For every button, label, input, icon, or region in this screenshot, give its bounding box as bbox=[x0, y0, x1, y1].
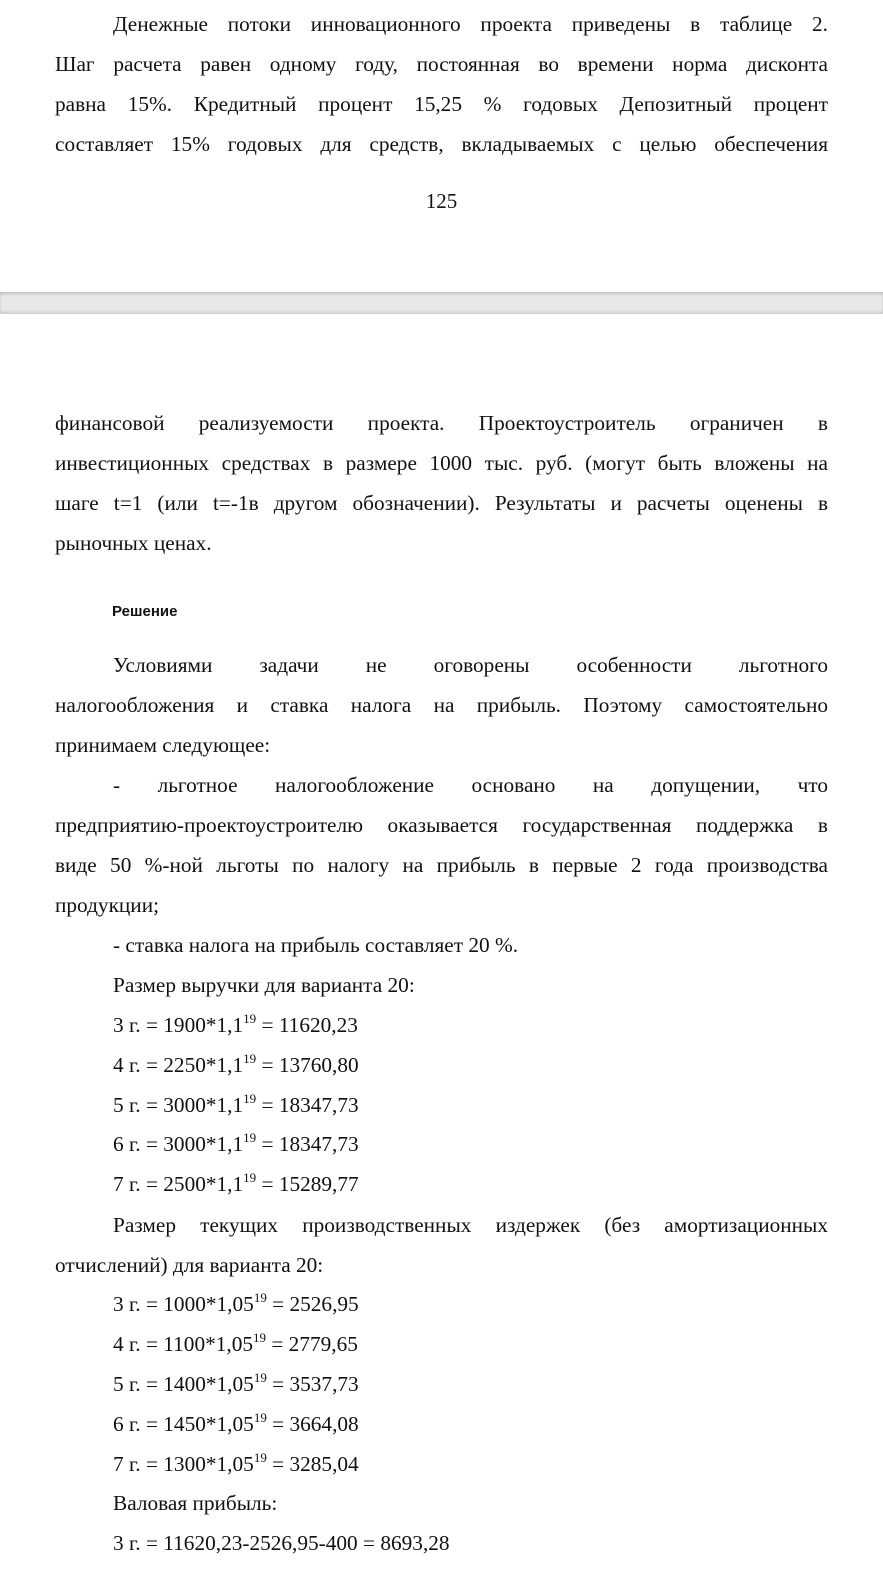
section-heading: Решение bbox=[112, 603, 178, 620]
text-line: инвестиционных средствах в размере 1000 тыс. руб. (могут быть вложены на bbox=[55, 451, 828, 475]
revenue-formula: 4 г. = $2250*1,1^{19} = 13760,80$ bbox=[113, 1051, 359, 1077]
cost-formula: 7 г. = $1300*1,05^{19} = 3285,04$ bbox=[113, 1450, 359, 1476]
text-line: равна 15%. Кредитный процент 15,25 % годовых Депозитный процент bbox=[55, 92, 828, 116]
text-line: налогообложения и ставка налога на прибыль. Поэтому самостоятельно bbox=[55, 693, 828, 717]
cost-formula: 6 г. = $1450*1,05^{19} = 3664,08$ bbox=[113, 1410, 359, 1436]
text-line: продукции; bbox=[55, 893, 160, 917]
text-line: рыночных ценах. bbox=[55, 531, 212, 555]
gross-profit-formula: 3 г. = 11620,23-2526,95-400 = 8693,28 bbox=[113, 1531, 450, 1555]
text-line: Размер текущих производственных издержек (без амортизационных bbox=[113, 1213, 828, 1237]
text-line: предприятию-проектоустроителю оказывается государственная поддержка в bbox=[55, 813, 828, 837]
text-line: Условиями задачи не оговорены особенности льготного bbox=[113, 653, 828, 677]
cost-formula: 4 г. = $1100*1,05^{19} = 2779,65$ bbox=[113, 1330, 358, 1356]
revenue-formula: 5 г. = $3000*1,1^{19} = 18347,73$ bbox=[113, 1091, 359, 1117]
text-line: - льготное налогообложение основано на допущении, что bbox=[113, 773, 828, 797]
gross-profit-title: Валовая прибыль: bbox=[113, 1491, 278, 1515]
text-line: финансовой реализуемости проекта. Проектоустроитель ограничен в bbox=[55, 411, 828, 435]
revenue-formula: 6 г. = $3000*1,1^{19} = 18347,73$ bbox=[113, 1130, 359, 1156]
paragraph-cash-flows bbox=[55, 4, 828, 164]
assumption-tax-rate: - ставка налога на прибыль составляет 20 %. bbox=[113, 933, 519, 957]
text-line: принимаем следующее: bbox=[55, 733, 271, 757]
page-125 bbox=[0, 0, 883, 292]
text-line: отчислений) для варианта 20: bbox=[55, 1253, 324, 1277]
text-line: Шаг расчета равен одному году, постоянная во времени норма дисконта bbox=[55, 52, 828, 76]
cost-formula: 3 г. = $1000*1,05^{19} = 2526,95$ bbox=[113, 1290, 359, 1316]
paragraph-assumption-tax-relief bbox=[55, 765, 828, 925]
page-number: 125 bbox=[425, 189, 458, 213]
revenue-formula: 7 г. = $2500*1,1^{19} = 15289,77$ bbox=[113, 1170, 359, 1196]
revenue-title: Размер выручки для варианта 20: bbox=[113, 973, 415, 997]
text-line: составляет 15% годовых для средств, вкладываемых с целью обеспечения bbox=[55, 132, 828, 156]
paragraph-costs-title bbox=[55, 1205, 828, 1285]
text-line: шаге t=1 (или t=-1в другом обозначении). Результаты и расчеты оценены в bbox=[55, 491, 828, 515]
text-line: виде 50 %-ной льготы по налогу на прибыль в первые 2 года производства bbox=[55, 853, 828, 877]
text-line: Денежные потоки инновационного проекта приведены в таблице 2. bbox=[113, 12, 828, 36]
page-separator bbox=[0, 292, 883, 314]
paragraph-conditions bbox=[55, 645, 828, 765]
cost-formula: 5 г. = $1400*1,05^{19} = 3537,73$ bbox=[113, 1370, 359, 1396]
paragraph-continuation bbox=[55, 403, 828, 563]
revenue-formula: 3 г. = $1900*1,1^{19} = 11620,23$ bbox=[113, 1011, 358, 1037]
